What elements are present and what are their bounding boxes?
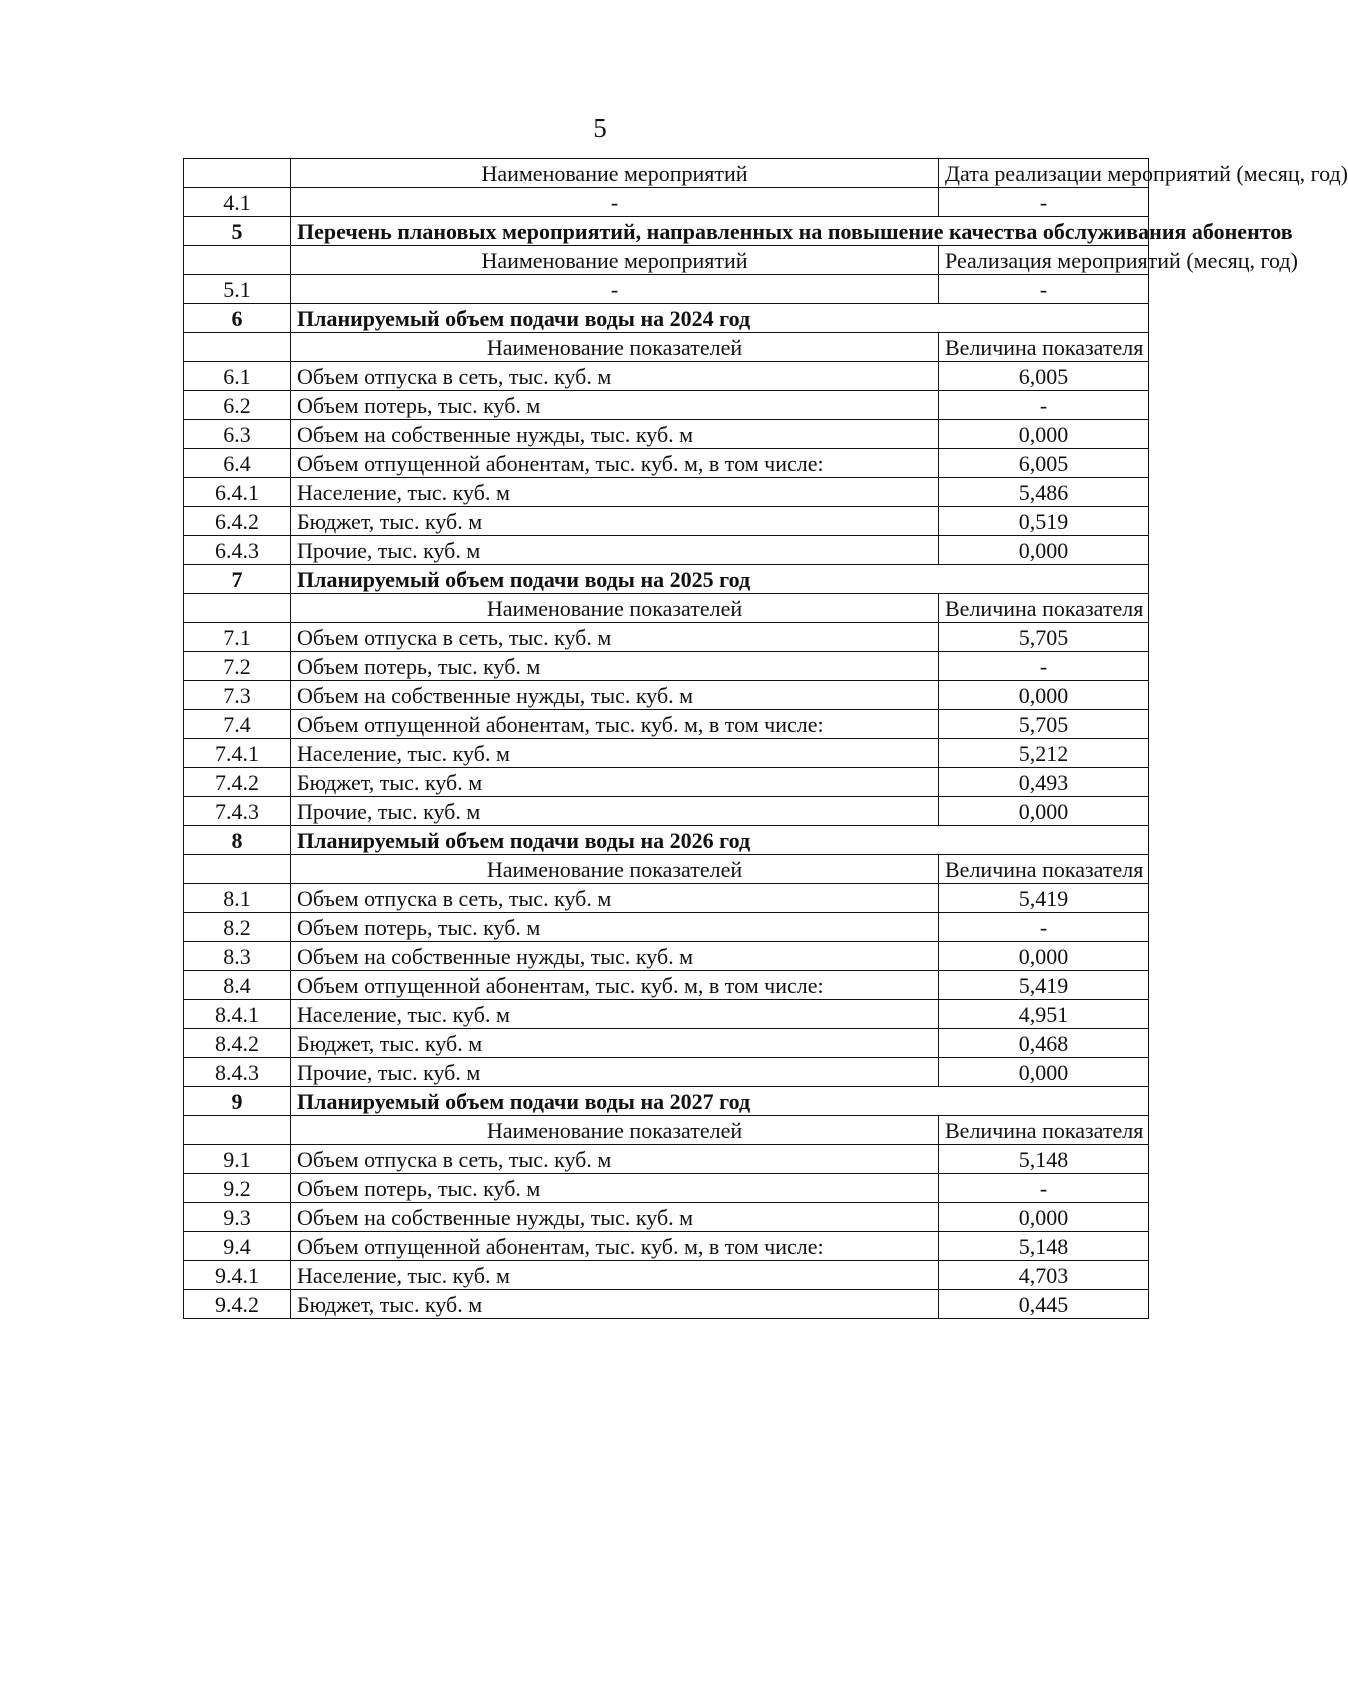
row-value: 0,000	[939, 1203, 1149, 1232]
section-header-name: Наименование показателей	[291, 1116, 939, 1145]
table-row	[184, 884, 1149, 913]
section-title-row	[184, 217, 1149, 246]
section-num: 5	[184, 217, 291, 246]
row-num: 6.1	[184, 362, 291, 391]
section-header-row	[184, 1116, 1149, 1145]
row-value: -	[939, 188, 1149, 217]
row-num: 7.4.2	[184, 768, 291, 797]
row-name: Население, тыс. куб. м	[291, 1000, 939, 1029]
row-name: Объем на собственные нужды, тыс. куб. м	[291, 681, 939, 710]
row-value: -	[939, 391, 1149, 420]
header-date-cell: Дата реализации мероприятий (месяц, год)	[939, 159, 1149, 188]
section-num: 8	[184, 826, 291, 855]
section-num: 6	[184, 304, 291, 333]
table-row	[184, 1058, 1149, 1087]
row-value: -	[939, 275, 1149, 304]
row-name: Объем отпуска в сеть, тыс. куб. м	[291, 1145, 939, 1174]
row-value: 6,005	[939, 362, 1149, 391]
row-value: -	[939, 1174, 1149, 1203]
table-row	[184, 391, 1149, 420]
row-num: 6.4	[184, 449, 291, 478]
table-row	[184, 1203, 1149, 1232]
row-num: 6.4.3	[184, 536, 291, 565]
row-name: Население, тыс. куб. м	[291, 478, 939, 507]
row-value: 5,212	[939, 739, 1149, 768]
section-header-row	[184, 246, 1149, 275]
section-num: 9	[184, 1087, 291, 1116]
row-num: 7.4.3	[184, 797, 291, 826]
row-num: 9.4.1	[184, 1261, 291, 1290]
row-value: 0,468	[939, 1029, 1149, 1058]
section-header-name: Наименование показателей	[291, 594, 939, 623]
table-row	[184, 768, 1149, 797]
table-row	[184, 797, 1149, 826]
table-row	[184, 1232, 1149, 1261]
row-name: Объем отпуска в сеть, тыс. куб. м	[291, 623, 939, 652]
row-name: Объем отпущенной абонентам, тыс. куб. м, в том числе:	[291, 1232, 939, 1261]
row-name: Объем потерь, тыс. куб. м	[291, 652, 939, 681]
row-value: 0,000	[939, 536, 1149, 565]
section-header-name: Наименование показателей	[291, 333, 939, 362]
section-title: Планируемый объем подачи воды на 2024 год	[291, 304, 1149, 333]
row-num: 7.4	[184, 710, 291, 739]
table-row	[184, 362, 1149, 391]
row-value: 0,445	[939, 1290, 1149, 1319]
row-value: 0,000	[939, 420, 1149, 449]
row-value: -	[939, 652, 1149, 681]
table-row	[184, 971, 1149, 1000]
table-row	[184, 449, 1149, 478]
row-num: 9.1	[184, 1145, 291, 1174]
page-number: 5	[593, 113, 607, 143]
section-title: Планируемый объем подачи воды на 2025 год	[291, 565, 1149, 594]
table-row	[184, 188, 1149, 217]
section-header-num	[184, 594, 291, 623]
row-num: 6.3	[184, 420, 291, 449]
row-value: 0,000	[939, 681, 1149, 710]
row-name: Прочие, тыс. куб. м	[291, 536, 939, 565]
section-header-value: Реализация мероприятий (месяц, год)	[939, 246, 1149, 275]
header-num-cell	[184, 159, 291, 188]
table-row	[184, 710, 1149, 739]
row-name: Объем на собственные нужды, тыс. куб. м	[291, 1203, 939, 1232]
row-name: Объем отпуска в сеть, тыс. куб. м	[291, 362, 939, 391]
row-value: 0,493	[939, 768, 1149, 797]
row-num: 7.2	[184, 652, 291, 681]
row-name: Объем на собственные нужды, тыс. куб. м	[291, 420, 939, 449]
header-name-cell: Наименование мероприятий	[291, 159, 939, 188]
section-header-value: Величина показателя	[939, 855, 1149, 884]
section-title-row	[184, 826, 1149, 855]
row-name: Прочие, тыс. куб. м	[291, 797, 939, 826]
row-name: Объем потерь, тыс. куб. м	[291, 1174, 939, 1203]
row-name: Объем потерь, тыс. куб. м	[291, 391, 939, 420]
row-value: 5,419	[939, 884, 1149, 913]
row-num: 6.2	[184, 391, 291, 420]
row-name: Объем на собственные нужды, тыс. куб. м	[291, 942, 939, 971]
section-header-num	[184, 1116, 291, 1145]
table-row	[184, 536, 1149, 565]
table-row	[184, 942, 1149, 971]
measures-table	[183, 158, 1348, 1319]
row-num: 7.3	[184, 681, 291, 710]
row-value: 4,703	[939, 1261, 1149, 1290]
section-header-name: Наименование показателей	[291, 855, 939, 884]
table-row	[184, 681, 1149, 710]
section-title: Планируемый объем подачи воды на 2027 год	[291, 1087, 1149, 1116]
row-num: 8.4.2	[184, 1029, 291, 1058]
row-num: 8.4	[184, 971, 291, 1000]
row-name: -	[291, 188, 939, 217]
row-value: 0,000	[939, 1058, 1149, 1087]
row-num: 8.3	[184, 942, 291, 971]
section-header-row	[184, 594, 1149, 623]
table-row	[184, 275, 1149, 304]
table-row	[184, 478, 1149, 507]
row-value: 6,005	[939, 449, 1149, 478]
table-row	[184, 652, 1149, 681]
row-name: Объем потерь, тыс. куб. м	[291, 913, 939, 942]
row-name: -	[291, 275, 939, 304]
row-value: 5,705	[939, 623, 1149, 652]
section-header-num	[184, 246, 291, 275]
table-row	[184, 623, 1149, 652]
table-header-row	[184, 159, 1149, 188]
table-row	[184, 1029, 1149, 1058]
section-title: Перечень плановых мероприятий, направленных на повышение качества обслуживания абонентов	[291, 217, 1149, 246]
row-name: Прочие, тыс. куб. м	[291, 1058, 939, 1087]
row-value: 0,000	[939, 797, 1149, 826]
table-row	[184, 1290, 1149, 1319]
table-body	[184, 159, 1348, 1319]
row-num: 7.4.1	[184, 739, 291, 768]
table-row	[184, 913, 1149, 942]
row-num: 8.1	[184, 884, 291, 913]
table-row	[184, 420, 1149, 449]
section-header-num	[184, 333, 291, 362]
section-header-row	[184, 333, 1149, 362]
table-row	[184, 1000, 1149, 1029]
row-value: 5,705	[939, 710, 1149, 739]
table-row	[184, 1145, 1149, 1174]
section-title-row	[184, 1087, 1149, 1116]
section-header-value: Величина показателя	[939, 594, 1149, 623]
section-title: Планируемый объем подачи воды на 2026 год	[291, 826, 1149, 855]
row-num: 5.1	[184, 275, 291, 304]
row-num: 9.3	[184, 1203, 291, 1232]
row-name: Бюджет, тыс. куб. м	[291, 768, 939, 797]
section-header-value: Величина показателя	[939, 333, 1149, 362]
row-num: 7.1	[184, 623, 291, 652]
row-num: 8.4.3	[184, 1058, 291, 1087]
row-num: 4.1	[184, 188, 291, 217]
table-row	[184, 1261, 1149, 1290]
row-num: 9.2	[184, 1174, 291, 1203]
row-name: Объем отпуска в сеть, тыс. куб. м	[291, 884, 939, 913]
table-row	[184, 739, 1149, 768]
table-row	[184, 1174, 1149, 1203]
row-name: Население, тыс. куб. м	[291, 739, 939, 768]
row-name: Бюджет, тыс. куб. м	[291, 1290, 939, 1319]
row-num: 8.2	[184, 913, 291, 942]
row-num: 9.4	[184, 1232, 291, 1261]
row-name: Объем отпущенной абонентам, тыс. куб. м, в том числе:	[291, 971, 939, 1000]
row-name: Бюджет, тыс. куб. м	[291, 1029, 939, 1058]
row-value: 4,951	[939, 1000, 1149, 1029]
section-header-row	[184, 855, 1149, 884]
row-name: Бюджет, тыс. куб. м	[291, 507, 939, 536]
row-value: 0,000	[939, 942, 1149, 971]
row-value: 5,419	[939, 971, 1149, 1000]
row-name: Население, тыс. куб. м	[291, 1261, 939, 1290]
row-name: Объем отпущенной абонентам, тыс. куб. м, в том числе:	[291, 710, 939, 739]
section-title-row	[184, 565, 1149, 594]
section-title-row	[184, 304, 1149, 333]
section-header-num	[184, 855, 291, 884]
row-value: 5,486	[939, 478, 1149, 507]
section-header-name: Наименование мероприятий	[291, 246, 939, 275]
row-num: 6.4.2	[184, 507, 291, 536]
row-value: 5,148	[939, 1232, 1149, 1261]
section-num: 7	[184, 565, 291, 594]
row-value: -	[939, 913, 1149, 942]
row-value: 5,148	[939, 1145, 1149, 1174]
section-header-value: Величина показателя	[939, 1116, 1149, 1145]
row-num: 9.4.2	[184, 1290, 291, 1319]
table-row	[184, 507, 1149, 536]
row-num: 6.4.1	[184, 478, 291, 507]
row-value: 0,519	[939, 507, 1149, 536]
row-name: Объем отпущенной абонентам, тыс. куб. м, в том числе:	[291, 449, 939, 478]
row-num: 8.4.1	[184, 1000, 291, 1029]
